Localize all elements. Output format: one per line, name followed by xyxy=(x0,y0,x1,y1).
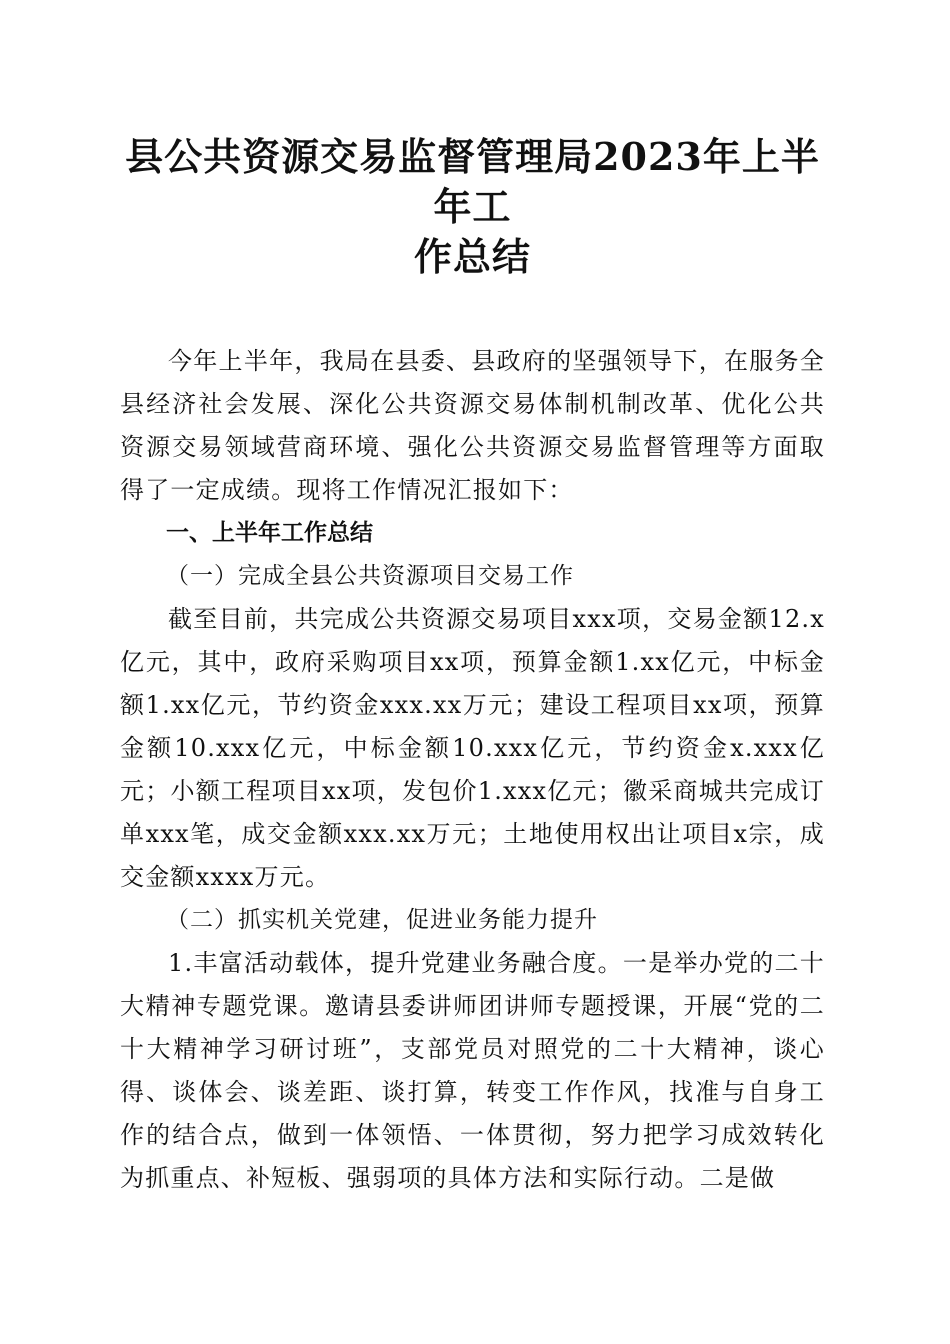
section-heading-1: 一、上半年工作总结 xyxy=(166,520,373,546)
title-line-1: 县公共资源交易监督管理局2023年上半年工 xyxy=(125,134,820,229)
subsection-1-body: 截至目前，共完成公共资源交易项目xxx项，交易金额12.x亿元，其中，政府采购项目xx项，预算金额1.xx亿元，中标金额1.xx亿元，节约资金xxx.xx万元；建设工程项目xx项，预算金额10.xxx亿元，中标金额10.xxx亿元，节约资金x.xxx亿元；小额工程项目xx项，发包价1.xxx亿元；徽采商城共完成订单xxx笔，成交金额xxx.xx万元；土地使用权出让项目x宗，成交金额xxxx万元。 xyxy=(120,605,825,891)
document-page xyxy=(120,132,825,1200)
subsection-2-body: 1.丰富活动载体，提升党建业务融合度。一是举办党的二十大精神专题党课。邀请县委讲师团讲师专题授课，开展“党的二十大精神学习研讨班”，支部党员对照党的二十大精神，谈心得、谈体会、谈差距、谈打算，转变工作作风，找准与自身工作的结合点，做到一体领悟、一体贯彻，努力把学习成效转化为抓重点、补短板、强弱项的具体方法和实际行动。二是做 xyxy=(120,949,825,1192)
intro-paragraph: 今年上半年，我局在县委、县政府的坚强领导下，在服务全县经济社会发展、深化公共资源交易体制机制改革、优化公共资源交易领域营商环境、强化公共资源交易监督管理等方面取得了一定成绩。现将工作情况汇报如下： xyxy=(120,347,825,504)
title-line-2: 作总结 xyxy=(413,234,531,279)
subsection-heading-2: （二）抓实机关党建，促进业务能力提升 xyxy=(166,907,598,933)
document-title xyxy=(120,132,825,282)
subsection-heading-1: （一）完成全县公共资源项目交易工作 xyxy=(166,563,574,589)
